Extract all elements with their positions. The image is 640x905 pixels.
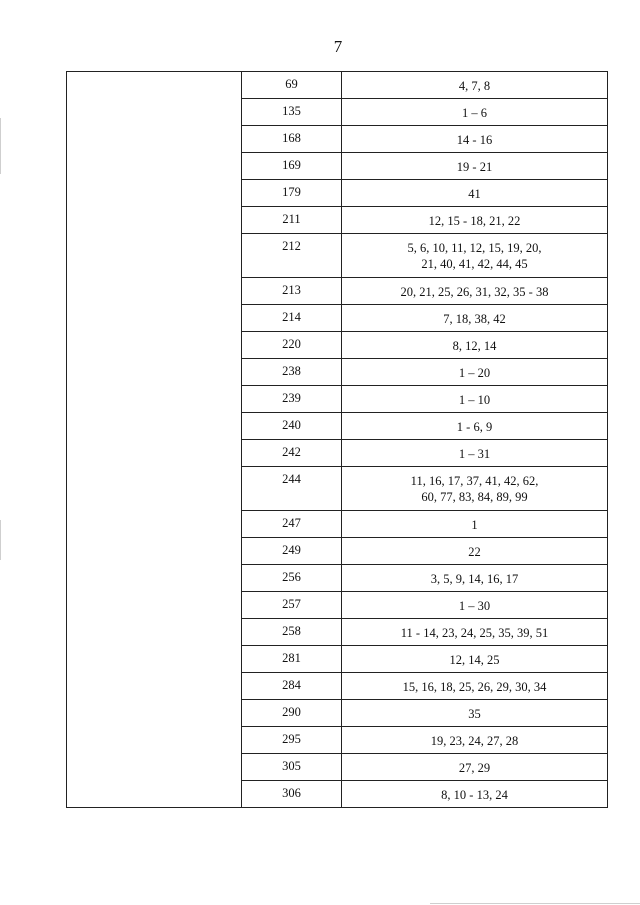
refs-cell (342, 440, 608, 467)
refs-line: 19, 23, 24, 27, 28 (430, 734, 519, 748)
index-table-body (67, 72, 608, 808)
page-cell: 244 (242, 467, 342, 511)
refs-line: 1 – 30 (458, 599, 491, 613)
page-cell: 240 (242, 413, 342, 440)
refs-line: 5, 6, 10, 11, 12, 15, 19, 20, (407, 241, 542, 255)
refs-cell (342, 305, 608, 332)
page-cell: 247 (242, 511, 342, 538)
refs-cell (342, 386, 608, 413)
refs-cell (342, 413, 608, 440)
refs-line: 60, 77, 83, 84, 89, 99 (421, 490, 528, 504)
refs-line: 3, 5, 9, 14, 16, 17 (430, 572, 519, 586)
page-cell: 295 (242, 727, 342, 754)
page-cell: 135 (242, 99, 342, 126)
page-cell: 214 (242, 305, 342, 332)
refs-line: 8, 12, 14 (452, 339, 497, 353)
refs-cell (342, 673, 608, 700)
scan-edge-mark-left-lower (0, 520, 1, 560)
refs-line: 15, 16, 18, 25, 26, 29, 30, 34 (402, 680, 547, 694)
page-cell: 211 (242, 207, 342, 234)
refs-line: 1 (471, 518, 478, 532)
page-cell: 290 (242, 700, 342, 727)
refs-cell (342, 619, 608, 646)
refs-line: 27, 29 (458, 761, 491, 775)
page-cell: 258 (242, 619, 342, 646)
refs-line: 4, 7, 8 (458, 79, 491, 93)
page-cell: 249 (242, 538, 342, 565)
page-cell: 220 (242, 332, 342, 359)
page-cell: 238 (242, 359, 342, 386)
refs-cell (342, 153, 608, 180)
refs-line: 35 (468, 707, 481, 721)
refs-cell (342, 592, 608, 619)
refs-line: 1 - 6, 9 (456, 420, 493, 434)
refs-cell (342, 467, 608, 511)
refs-cell (342, 511, 608, 538)
page-cell: 179 (242, 180, 342, 207)
refs-line: 12, 15 - 18, 21, 22 (428, 214, 521, 228)
index-table (66, 71, 608, 808)
refs-line: 21, 40, 41, 42, 44, 45 (421, 257, 528, 271)
refs-cell (342, 781, 608, 808)
table-row (67, 72, 608, 99)
page-cell: 306 (242, 781, 342, 808)
refs-cell (342, 207, 608, 234)
refs-line: 1 – 31 (458, 447, 491, 461)
page-cell: 256 (242, 565, 342, 592)
refs-line: 7, 18, 38, 42 (443, 312, 506, 326)
refs-line: 1 – 10 (458, 393, 491, 407)
refs-cell (342, 234, 608, 278)
refs-cell (342, 646, 608, 673)
page-cell: 257 (242, 592, 342, 619)
refs-cell (342, 754, 608, 781)
refs-line: 22 (468, 545, 481, 559)
refs-line: 20, 21, 25, 26, 31, 32, 35 - 38 (400, 285, 549, 299)
page-cell: 169 (242, 153, 342, 180)
refs-line: 14 - 16 (456, 133, 493, 147)
refs-line: 1 – 20 (458, 366, 491, 380)
refs-cell (342, 278, 608, 305)
refs-line: 12, 14, 25 (449, 653, 500, 667)
page-cell: 281 (242, 646, 342, 673)
page-cell: 284 (242, 673, 342, 700)
refs-line: 11 - 14, 23, 24, 25, 35, 39, 51 (400, 626, 549, 640)
refs-cell (342, 99, 608, 126)
page-cell: 69 (242, 72, 342, 99)
refs-cell (342, 700, 608, 727)
refs-cell (342, 332, 608, 359)
blank-column-cell (67, 72, 242, 808)
refs-line: 41 (468, 187, 481, 201)
refs-line: 8, 10 - 13, 24 (441, 788, 508, 802)
scan-edge-mark-left (0, 118, 1, 174)
refs-line: 1 – 6 (462, 106, 487, 120)
refs-cell (342, 359, 608, 386)
refs-cell (342, 126, 608, 153)
scan-edge-mark-bottom (430, 903, 640, 904)
refs-cell (342, 72, 608, 99)
page-cell: 242 (242, 440, 342, 467)
page-cell: 213 (242, 278, 342, 305)
refs-cell (342, 565, 608, 592)
refs-line: 11, 16, 17, 37, 41, 42, 62, (410, 474, 539, 488)
page-number: 7 (333, 37, 343, 56)
refs-line: 19 - 21 (456, 160, 493, 174)
refs-cell (342, 538, 608, 565)
page-cell: 212 (242, 234, 342, 278)
refs-cell (342, 727, 608, 754)
refs-cell (342, 180, 608, 207)
page-cell: 168 (242, 126, 342, 153)
page-cell: 305 (242, 754, 342, 781)
page-cell: 239 (242, 386, 342, 413)
